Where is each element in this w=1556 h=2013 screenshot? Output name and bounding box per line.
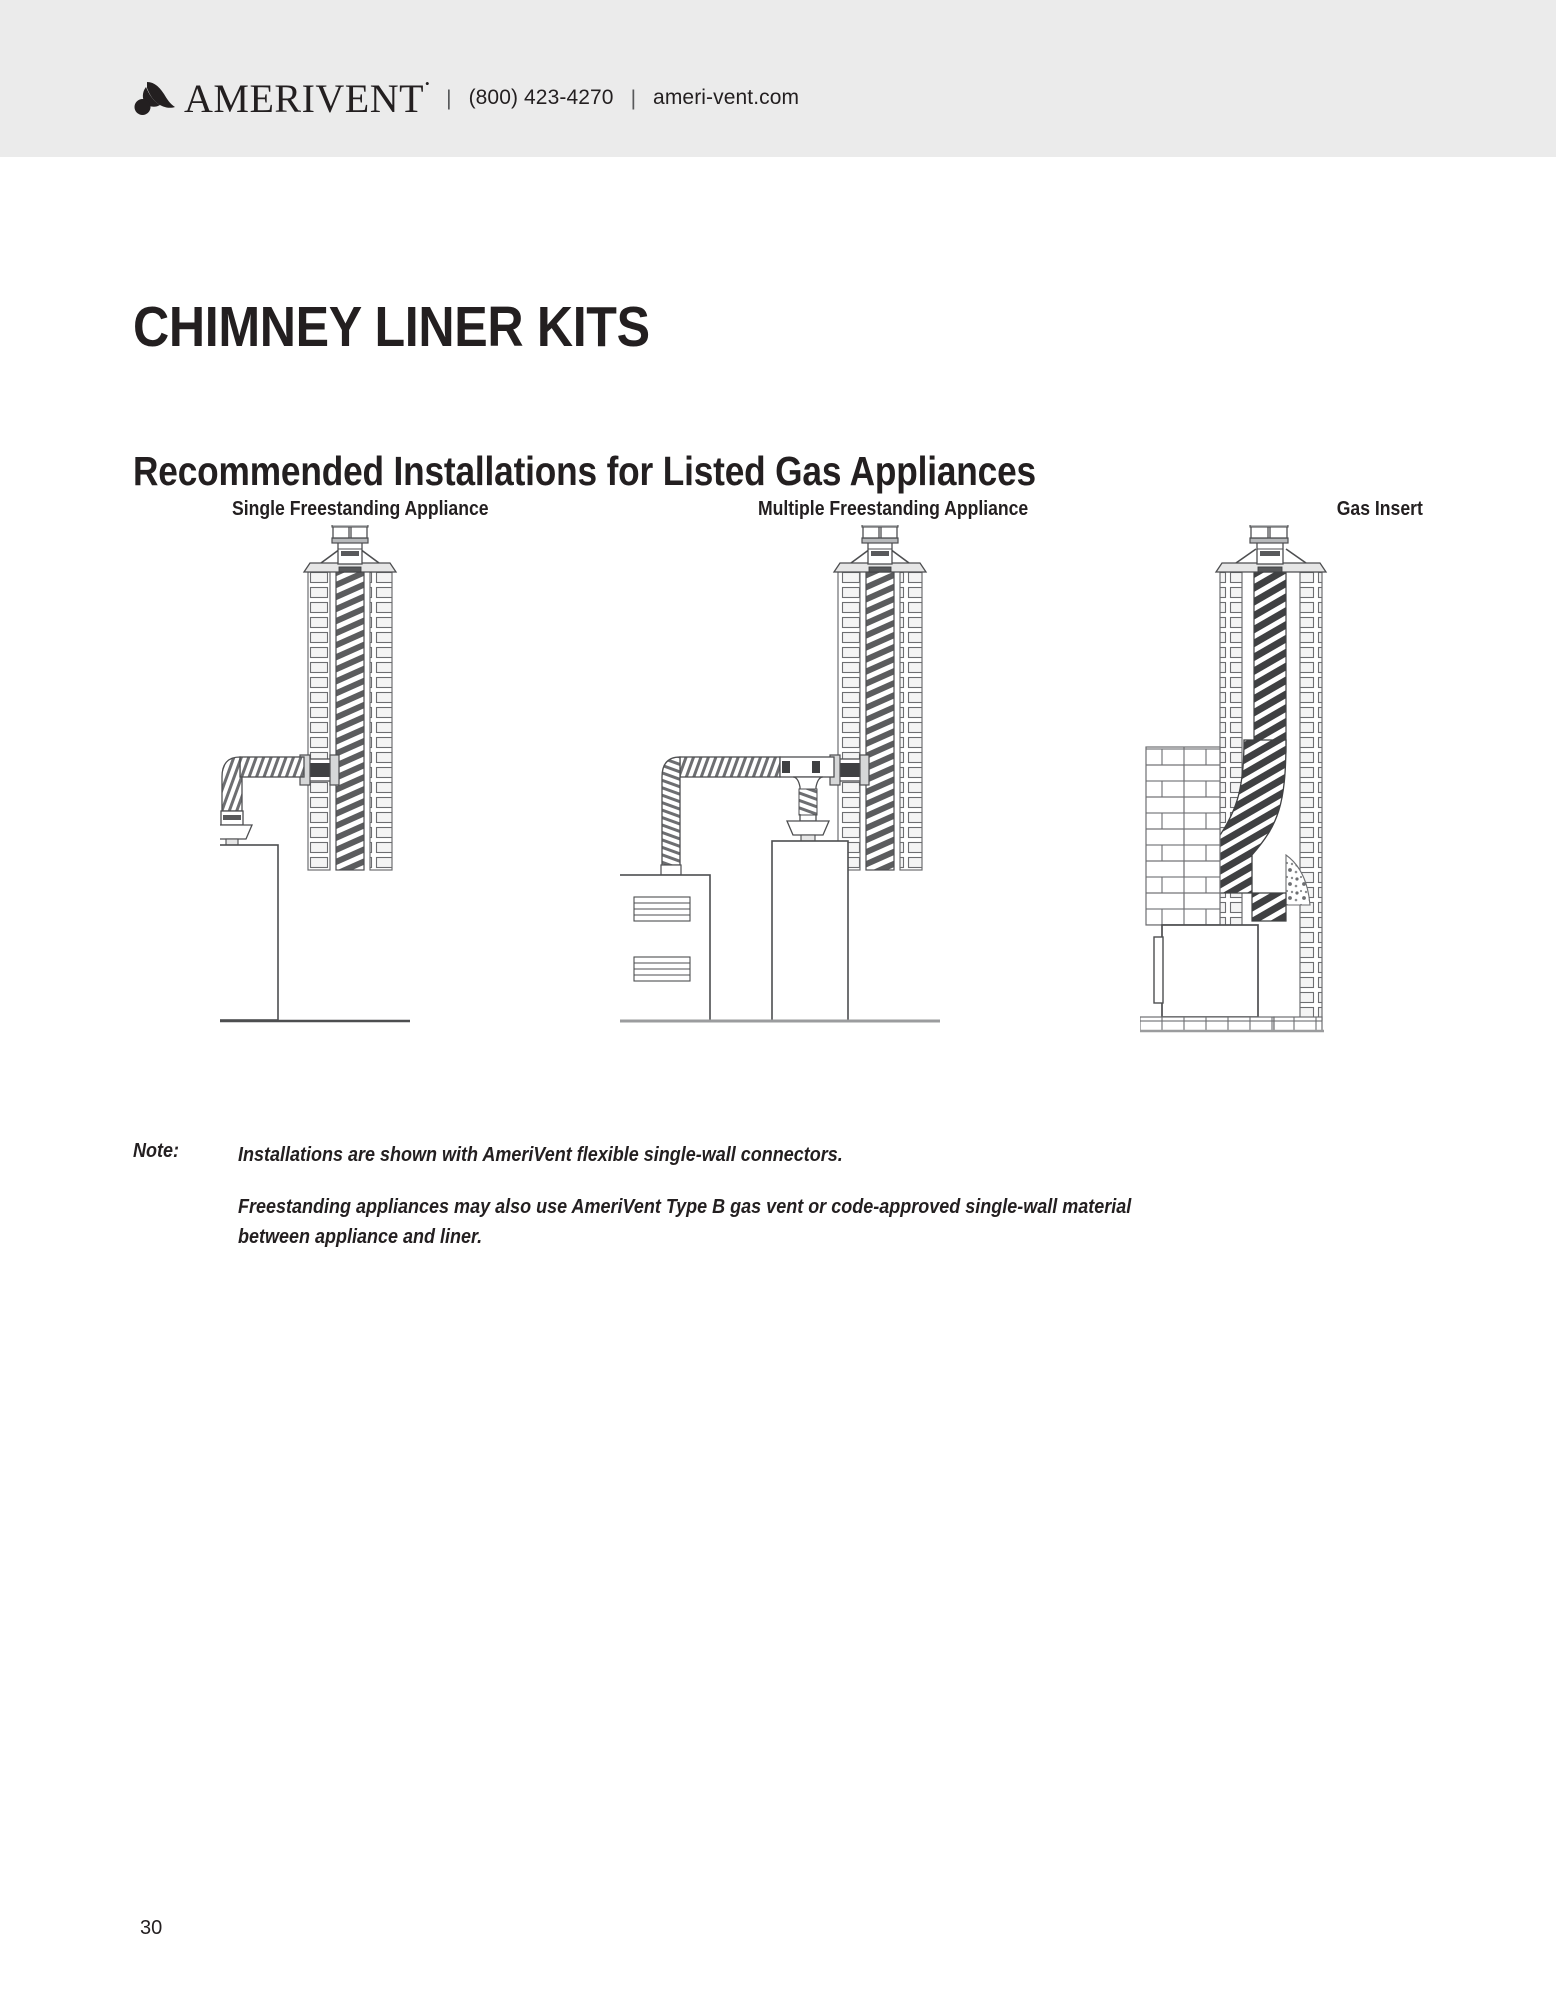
logo-wordmark: AMERIVENT• <box>184 75 431 121</box>
diagram-single-freestanding <box>220 525 480 1120</box>
note-text-line2: Freestanding appliances may also use AmeriVent Type B gas vent or code-approved single-wall material between appliance and liner. <box>238 1196 1132 1248</box>
note-row-first <box>133 1140 1313 1170</box>
note-label: Note: <box>133 1140 179 1162</box>
page-header-band <box>0 0 1556 157</box>
note-row-second <box>133 1192 1313 1252</box>
header-website[interactable]: ameri-vent.com <box>653 86 800 109</box>
page-number: 30 <box>140 1917 163 1939</box>
note-block <box>133 1140 1313 1274</box>
section-title: Recommended Installations for Listed Gas Appliances <box>133 448 1036 495</box>
caption-multiple-freestanding: Multiple Freestanding Appliance <box>758 498 1029 520</box>
note-text-line1: Installations are shown with AmeriVent flexible single-wall connectors. <box>238 1144 843 1166</box>
caption-single-freestanding: Single Freestanding Appliance <box>232 498 489 520</box>
logo-trademark: • <box>425 75 431 91</box>
header-phone: (800) 423-4270 <box>468 86 614 109</box>
flame-logo-icon <box>133 78 179 118</box>
header-separator-1: | <box>446 87 452 110</box>
header-content <box>133 75 800 121</box>
header-separator-2: | <box>630 87 637 110</box>
diagram-multiple-freestanding <box>620 525 950 1120</box>
amerivent-logo <box>133 75 431 121</box>
caption-gas-insert: Gas Insert <box>1336 498 1423 520</box>
diagram-gas-insert <box>1140 525 1420 1120</box>
installation-diagrams <box>0 525 1556 1120</box>
page-title: CHIMNEY LINER KITS <box>133 295 650 360</box>
note-label-spacer <box>133 1192 228 1252</box>
